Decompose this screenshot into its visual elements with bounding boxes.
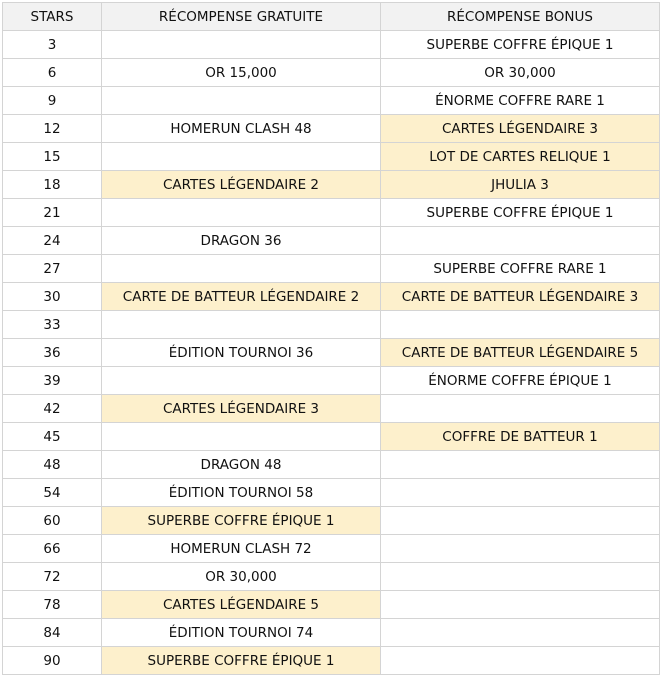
stars-cell: 12 [3,115,102,143]
free-reward-cell: HOMERUN CLASH 72 [102,535,381,563]
table-row [3,395,660,423]
bonus-reward-cell: COFFRE DE BATTEUR 1 [381,423,660,451]
stars-cell: 48 [3,451,102,479]
bonus-reward-cell [381,535,660,563]
bonus-reward-cell: ÉNORME COFFRE ÉPIQUE 1 [381,367,660,395]
free-reward-cell: SUPERBE COFFRE ÉPIQUE 1 [102,507,381,535]
bonus-reward-cell: CARTES LÉGENDAIRE 3 [381,115,660,143]
bonus-reward-cell: SUPERBE COFFRE RARE 1 [381,255,660,283]
stars-cell: 36 [3,339,102,367]
free-reward-cell [102,255,381,283]
free-reward-cell [102,199,381,227]
bonus-reward-cell [381,507,660,535]
stars-cell: 21 [3,199,102,227]
free-reward-cell: ÉDITION TOURNOI 58 [102,479,381,507]
bonus-reward-cell: JHULIA 3 [381,171,660,199]
stars-cell: 78 [3,591,102,619]
stars-cell: 90 [3,647,102,675]
table-row [3,311,660,339]
rewards-table [2,2,660,675]
bonus-reward-cell: LOT DE CARTES RELIQUE 1 [381,143,660,171]
free-reward-cell: CARTES LÉGENDAIRE 5 [102,591,381,619]
table-row [3,339,660,367]
stars-cell: 66 [3,535,102,563]
bonus-reward-cell [381,311,660,339]
stars-cell: 72 [3,563,102,591]
bonus-reward-cell: ÉNORME COFFRE RARE 1 [381,87,660,115]
table-row [3,171,660,199]
table-row [3,87,660,115]
stars-cell: 27 [3,255,102,283]
table-row [3,619,660,647]
bonus-reward-cell [381,647,660,675]
free-reward-cell [102,423,381,451]
stars-cell: 84 [3,619,102,647]
free-reward-cell: OR 30,000 [102,563,381,591]
bonus-reward-cell [381,591,660,619]
table-row [3,479,660,507]
table-row [3,199,660,227]
free-reward-cell: OR 15,000 [102,59,381,87]
stars-cell: 9 [3,87,102,115]
stars-cell: 3 [3,31,102,59]
bonus-reward-cell: CARTE DE BATTEUR LÉGENDAIRE 5 [381,339,660,367]
stars-cell: 54 [3,479,102,507]
stars-cell: 45 [3,423,102,451]
header-free-reward: RÉCOMPENSE GRATUITE [102,3,381,31]
header-stars: STARS [3,3,102,31]
table-row [3,535,660,563]
bonus-reward-cell [381,227,660,255]
bonus-reward-cell: SUPERBE COFFRE ÉPIQUE 1 [381,199,660,227]
free-reward-cell [102,367,381,395]
table-row [3,451,660,479]
stars-cell: 33 [3,311,102,339]
bonus-reward-cell: SUPERBE COFFRE ÉPIQUE 1 [381,31,660,59]
free-reward-cell [102,143,381,171]
free-reward-cell [102,311,381,339]
table-row [3,367,660,395]
table-row [3,227,660,255]
stars-cell: 15 [3,143,102,171]
header-bonus-reward: RÉCOMPENSE BONUS [381,3,660,31]
bonus-reward-cell [381,619,660,647]
table-row [3,591,660,619]
header-row [3,3,660,31]
table-row [3,647,660,675]
table-row [3,143,660,171]
table-body [3,31,660,675]
stars-cell: 30 [3,283,102,311]
free-reward-cell [102,31,381,59]
bonus-reward-cell [381,563,660,591]
stars-cell: 60 [3,507,102,535]
bonus-reward-cell: OR 30,000 [381,59,660,87]
free-reward-cell: DRAGON 36 [102,227,381,255]
table-row [3,283,660,311]
free-reward-cell: CARTES LÉGENDAIRE 2 [102,171,381,199]
table-row [3,423,660,451]
table-header [3,3,660,31]
free-reward-cell: ÉDITION TOURNOI 74 [102,619,381,647]
stars-cell: 24 [3,227,102,255]
table-row [3,115,660,143]
free-reward-cell [102,87,381,115]
table-row [3,59,660,87]
free-reward-cell: HOMERUN CLASH 48 [102,115,381,143]
free-reward-cell: CARTES LÉGENDAIRE 3 [102,395,381,423]
bonus-reward-cell [381,395,660,423]
table-row [3,255,660,283]
free-reward-cell: CARTE DE BATTEUR LÉGENDAIRE 2 [102,283,381,311]
table-row [3,31,660,59]
table-row [3,507,660,535]
stars-cell: 39 [3,367,102,395]
bonus-reward-cell [381,479,660,507]
free-reward-cell: DRAGON 48 [102,451,381,479]
free-reward-cell: SUPERBE COFFRE ÉPIQUE 1 [102,647,381,675]
bonus-reward-cell [381,451,660,479]
stars-cell: 18 [3,171,102,199]
bonus-reward-cell: CARTE DE BATTEUR LÉGENDAIRE 3 [381,283,660,311]
table-row [3,563,660,591]
free-reward-cell: ÉDITION TOURNOI 36 [102,339,381,367]
stars-cell: 6 [3,59,102,87]
stars-cell: 42 [3,395,102,423]
